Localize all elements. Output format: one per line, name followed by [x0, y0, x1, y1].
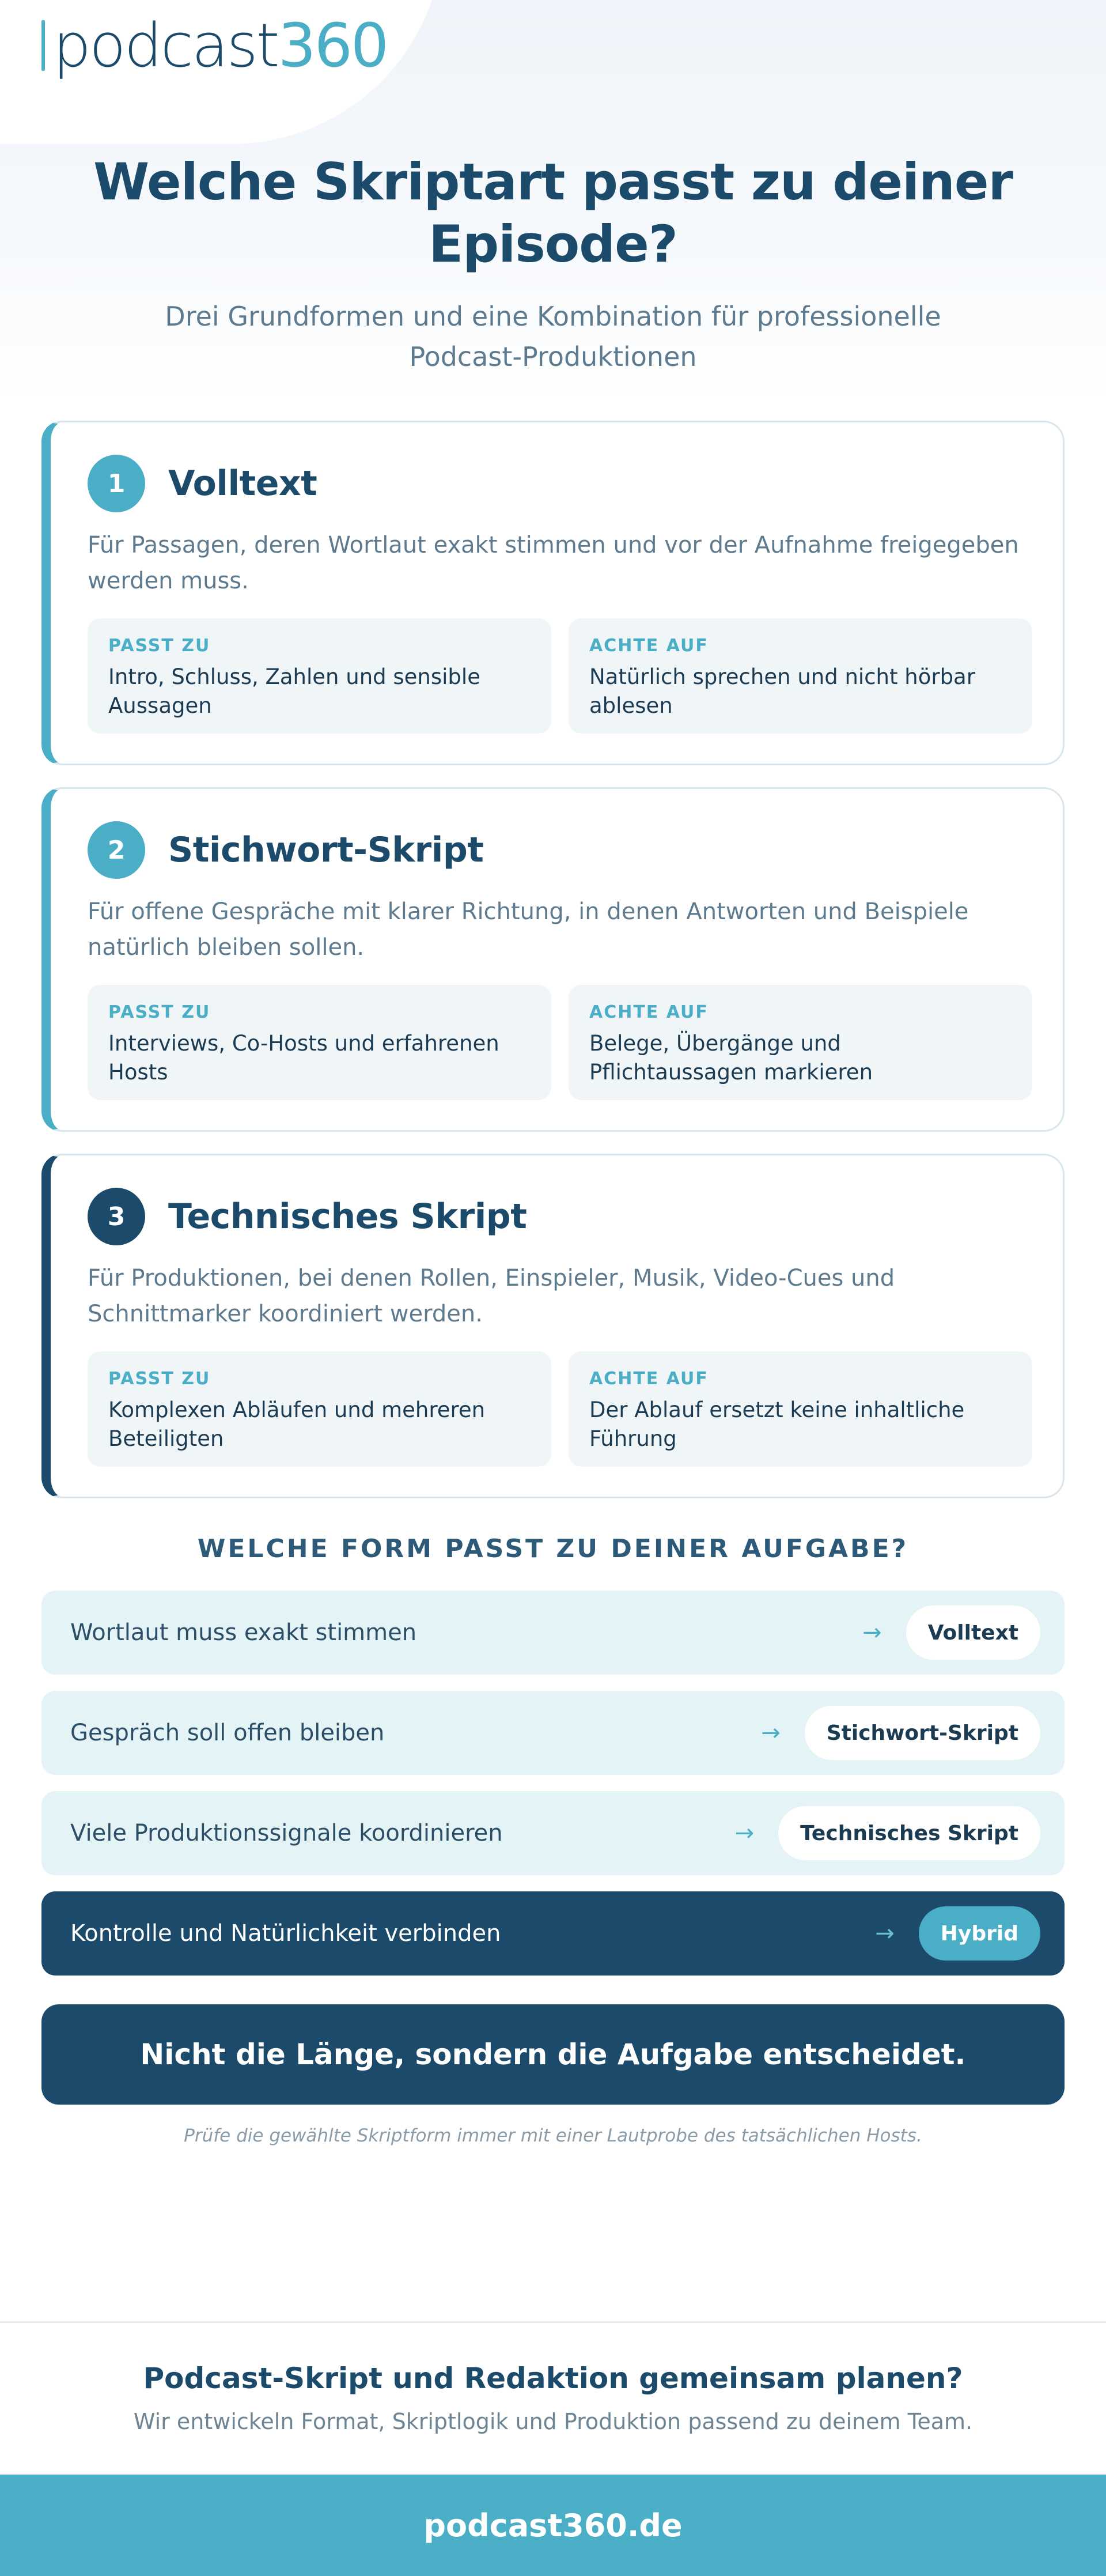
card-info-boxes [88, 985, 1032, 1100]
watch-label: ACHTE AUF [589, 1002, 709, 1022]
card-info-boxes [88, 1351, 1032, 1467]
fits-box [88, 985, 551, 1100]
watch-text: Natürlich sprechen und nicht hörbar ablesen [589, 664, 975, 718]
watch-text: Belege, Übergänge und Pflichtaussagen markieren [589, 1031, 873, 1085]
fits-text: Komplexen Abläufen und mehreren Beteiligten [108, 1397, 486, 1451]
fits-label: PASST ZU [108, 636, 211, 656]
fits-box [88, 618, 551, 734]
footnote: Prüfe die gewählte Skriptform immer mit einer Lautprobe des tatsächlichen Hosts. [184, 2125, 922, 2146]
watch-label: ACHTE AUF [589, 1369, 709, 1389]
fits-label: PASST ZU [108, 1369, 211, 1389]
card-number-badge: 2 [88, 821, 145, 879]
card-description: Für Produktionen, bei denen Rollen, Einspieler, Musik, Video-Cues und Schnittmarker koordiniert werden. [88, 1265, 895, 1327]
card-header [88, 821, 483, 879]
fits-label: PASST ZU [108, 1002, 211, 1022]
decision-result-pill: Technisches Skript [778, 1806, 1040, 1860]
decision-task: Kontrolle und Natürlichkeit verbinden [70, 1920, 501, 1947]
card-stichwort-skript [41, 787, 1065, 1132]
arrow-right-icon: → [862, 1619, 882, 1646]
card-number-badge: 3 [88, 1188, 145, 1245]
decision-row [41, 1791, 1065, 1875]
watch-box [569, 985, 1032, 1100]
card-technisches-skript [41, 1154, 1065, 1498]
cta-title: Podcast-Skript und Redaktion gemeinsam planen? [143, 2362, 963, 2395]
cta-text: Wir entwickeln Format, Skriptlogik und Produktion passend zu deinem Team. [133, 2409, 973, 2434]
decision-task: Viele Produktionssignale koordinieren [70, 1820, 503, 1846]
card-volltext [41, 421, 1065, 765]
hero [92, 151, 1014, 377]
arrow-right-icon: → [761, 1720, 781, 1746]
card-header [88, 455, 317, 512]
decision-result-pill: Hybrid [919, 1906, 1040, 1961]
decision-task: Wortlaut muss exakt stimmen [70, 1619, 417, 1646]
section-divider [0, 2321, 1106, 2323]
key-message-banner: Nicht die Länge, sondern die Aufgabe entscheidet. [41, 2004, 1065, 2105]
decision-task: Gespräch soll offen bleiben [70, 1720, 385, 1746]
card-header [88, 1188, 527, 1245]
arrow-right-icon: → [875, 1920, 895, 1947]
logo-bar-icon [41, 20, 45, 71]
page-subtitle: Drei Grundformen und eine Kombination für professionelle Podcast-Produktionen [165, 301, 941, 372]
card-title: Technisches Skript [168, 1196, 527, 1237]
card-info-boxes [88, 618, 1032, 734]
footer-website-link[interactable]: podcast360.de [0, 2475, 1106, 2576]
card-title: Stichwort-Skript [168, 830, 484, 870]
card-number-badge: 1 [88, 455, 145, 512]
card-title: Volltext [168, 463, 317, 504]
decision-row [41, 1691, 1065, 1775]
decision-result-pill: Stichwort-Skript [805, 1706, 1040, 1760]
card-description: Für Passagen, deren Wortlaut exakt stimmen und vor der Aufnahme freigegeben werden muss. [88, 532, 1019, 594]
logo-number: 360 [278, 10, 388, 81]
fits-box [88, 1351, 551, 1467]
decision-row [41, 1591, 1065, 1675]
card-description: Für offene Gespräche mit klarer Richtung, in denen Antworten und Beispiele natürlich bleiben sollen. [88, 898, 969, 961]
arrow-right-icon: → [734, 1820, 755, 1846]
watch-label: ACHTE AUF [589, 636, 709, 656]
decision-row-highlight [41, 1891, 1065, 1976]
watch-box [569, 618, 1032, 734]
fits-text: Interviews, Co-Hosts und erfahrenen Hosts [108, 1031, 499, 1085]
decision-heading: WELCHE FORM PASST ZU DEINER AUFGABE? [197, 1534, 909, 1563]
podcast360-logo [41, 10, 388, 81]
fits-text: Intro, Schluss, Zahlen und sensible Aussagen [108, 664, 480, 718]
watch-text: Der Ablauf ersetzt keine inhaltliche Führung [589, 1397, 965, 1451]
page-title: Welche Skriptart passt zu deiner Episode? [93, 152, 1013, 274]
watch-box [569, 1351, 1032, 1467]
decision-result-pill: Volltext [906, 1606, 1040, 1660]
logo-word: podcast [53, 10, 278, 81]
